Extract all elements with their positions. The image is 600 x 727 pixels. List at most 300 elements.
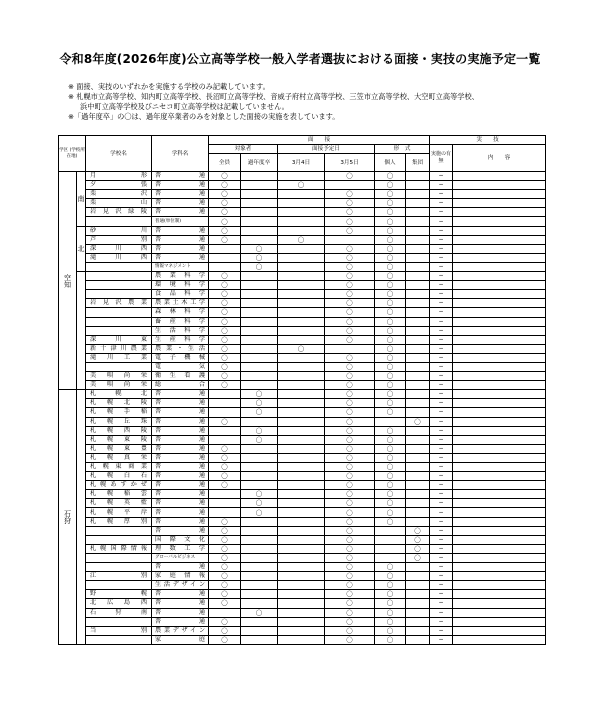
school-name: 札幌あすかぜ — [86, 481, 152, 490]
school-name: 滝川西 — [86, 253, 152, 262]
cell-ind: 〇 — [375, 244, 406, 253]
cell-ind: 〇 — [375, 472, 406, 481]
subregion-cell — [77, 272, 86, 390]
cell-d5: 〇 — [325, 199, 375, 208]
practical-content — [453, 499, 546, 508]
subject-name: 普 通 — [152, 490, 209, 499]
table-row — [59, 208, 546, 217]
cell-all: 〇 — [209, 444, 241, 453]
table-row — [59, 335, 546, 344]
cell-ind: 〇 — [375, 599, 406, 608]
cell-past — [241, 481, 278, 490]
practical-content — [453, 572, 546, 581]
cell-d4 — [278, 290, 325, 299]
cell-d4 — [278, 244, 325, 253]
practical-content — [453, 508, 546, 517]
school-name: 札幌北陵 — [86, 399, 152, 408]
cell-d4 — [278, 262, 325, 271]
cell-grp — [406, 572, 430, 581]
table-row — [59, 417, 546, 426]
cell-ind: 〇 — [375, 335, 406, 344]
subject-name: 普 通 — [152, 590, 209, 599]
note-2: ※ 札幌市立高等学校、知内町立高等学校、長沼町立高等学校、音威子府村立高等学校、三笠市立高等学校、大空町立高等学校、 — [68, 92, 479, 101]
cell-d4 — [278, 208, 325, 217]
cell-d4 — [278, 390, 325, 399]
cell-d5: 〇 — [325, 535, 375, 544]
subject-name: 普 通 — [152, 563, 209, 572]
cell-d5: 〇 — [325, 508, 375, 517]
cell-ind — [375, 544, 406, 553]
cell-past: 〇 — [241, 408, 278, 417]
cell-past: 〇 — [241, 608, 278, 617]
cell-d5: 〇 — [325, 190, 375, 199]
school-name: 北広島西 — [86, 599, 152, 608]
table-row — [59, 463, 546, 472]
cell-d4 — [278, 417, 325, 426]
cell-grp — [406, 299, 430, 308]
practical-impl: − — [430, 190, 453, 199]
practical-content — [453, 417, 546, 426]
cell-ind: 〇 — [375, 435, 406, 444]
subject-name: 畜産科学 — [152, 317, 209, 326]
header-subject: 学科名 — [152, 136, 209, 172]
cell-d5: 〇 — [325, 444, 375, 453]
cell-all: 〇 — [209, 181, 241, 190]
cell-d5: 〇 — [325, 635, 375, 644]
cell-ind: 〇 — [375, 172, 406, 181]
practical-content — [453, 481, 546, 490]
cell-past: 〇 — [241, 262, 278, 271]
cell-all — [209, 399, 241, 408]
practical-impl: − — [430, 626, 453, 635]
practical-content — [453, 244, 546, 253]
table-row — [59, 317, 546, 326]
cell-d5: 〇 — [325, 408, 375, 417]
school-name: 札幌丘珠 — [86, 417, 152, 426]
cell-d5: 〇 — [325, 435, 375, 444]
practical-impl: − — [430, 199, 453, 208]
school-name: 岩見沢農業 — [86, 299, 152, 308]
practical-content — [453, 453, 546, 462]
cell-all: 〇 — [209, 317, 241, 326]
cell-d5: 〇 — [325, 472, 375, 481]
cell-d4 — [278, 444, 325, 453]
cell-d5: 〇 — [325, 253, 375, 262]
cell-grp — [406, 226, 430, 235]
region-label: 石狩 — [63, 510, 72, 525]
school-name — [86, 290, 152, 299]
practical-impl: − — [430, 299, 453, 308]
cell-grp — [406, 635, 430, 644]
practical-content — [453, 317, 546, 326]
subject-name: 普 通 — [152, 526, 209, 535]
cell-ind: 〇 — [375, 399, 406, 408]
table-row — [59, 572, 546, 581]
school-name: 江 別 — [86, 572, 152, 581]
cell-all — [209, 508, 241, 517]
cell-d4 — [278, 326, 325, 335]
cell-past — [241, 335, 278, 344]
practical-impl: − — [430, 453, 453, 462]
cell-d4 — [278, 481, 325, 490]
cell-d5: 〇 — [325, 426, 375, 435]
table-row — [59, 399, 546, 408]
cell-all: 〇 — [209, 472, 241, 481]
practical-content — [453, 526, 546, 535]
table-row — [59, 344, 546, 353]
subject-name: 理数工学 — [152, 544, 209, 553]
header-day5: 3月5日 — [325, 154, 375, 172]
cell-d4 — [278, 217, 325, 226]
cell-ind: 〇 — [375, 608, 406, 617]
cell-d4 — [278, 190, 325, 199]
practical-impl: − — [430, 553, 453, 562]
table-row — [59, 381, 546, 390]
table-row — [59, 581, 546, 590]
cell-d4 — [278, 635, 325, 644]
practical-content — [453, 563, 546, 572]
school-name: 札幌真栄 — [86, 453, 152, 462]
practical-content — [453, 581, 546, 590]
practical-content — [453, 472, 546, 481]
school-name — [86, 535, 152, 544]
practical-impl: − — [430, 290, 453, 299]
practical-content — [453, 181, 546, 190]
cell-d4 — [278, 353, 325, 362]
practical-impl: − — [430, 399, 453, 408]
cell-past: 〇 — [241, 426, 278, 435]
practical-impl: − — [430, 244, 453, 253]
table-row — [59, 308, 546, 317]
cell-grp — [406, 235, 430, 244]
cell-all: 〇 — [209, 226, 241, 235]
cell-past — [241, 517, 278, 526]
table-row — [59, 290, 546, 299]
practical-content — [453, 599, 546, 608]
practical-impl: − — [430, 181, 453, 190]
school-name — [86, 281, 152, 290]
practical-impl: − — [430, 226, 453, 235]
cell-past — [241, 553, 278, 562]
cell-d4 — [278, 626, 325, 635]
school-name — [86, 635, 152, 644]
cell-grp: 〇 — [406, 526, 430, 535]
subject-name: 電 気 — [152, 362, 209, 371]
cell-grp — [406, 290, 430, 299]
cell-d5: 〇 — [325, 526, 375, 535]
practical-impl: − — [430, 217, 453, 226]
school-name: 札幌西陵 — [86, 426, 152, 435]
subject-name: 普 通 — [152, 463, 209, 472]
header-practical: 実 技 — [430, 136, 546, 145]
cell-all: 〇 — [209, 417, 241, 426]
practical-impl: − — [430, 253, 453, 262]
cell-ind: 〇 — [375, 290, 406, 299]
cell-all — [209, 608, 241, 617]
cell-grp — [406, 563, 430, 572]
practical-content — [453, 381, 546, 390]
cell-all: 〇 — [209, 626, 241, 635]
subject-name: 情報マネジメント — [152, 262, 209, 271]
school-name — [86, 217, 152, 226]
table-row — [59, 508, 546, 517]
table-row — [59, 499, 546, 508]
table-row — [59, 563, 546, 572]
subject-name: 普 通 — [152, 608, 209, 617]
cell-past — [241, 544, 278, 553]
school-name — [86, 581, 152, 590]
cell-ind: 〇 — [375, 217, 406, 226]
cell-all: 〇 — [209, 335, 241, 344]
cell-d5: 〇 — [325, 326, 375, 335]
cell-ind: 〇 — [375, 481, 406, 490]
practical-content — [453, 617, 546, 626]
page-title: 令和8年度(2026年度)公立高等学校一般入学者選抜における面接・実技の実施予定一覧 — [59, 52, 541, 66]
subject-name: 普 通 — [152, 499, 209, 508]
cell-d5: 〇 — [325, 590, 375, 599]
practical-content — [453, 217, 546, 226]
cell-grp — [406, 362, 430, 371]
practical-impl: − — [430, 463, 453, 472]
cell-ind: 〇 — [375, 581, 406, 590]
subject-name: 生活デザイン — [152, 581, 209, 590]
cell-past — [241, 463, 278, 472]
practical-impl: − — [430, 517, 453, 526]
cell-past — [241, 308, 278, 317]
practical-impl: − — [430, 353, 453, 362]
cell-ind: 〇 — [375, 372, 406, 381]
practical-impl: − — [430, 599, 453, 608]
cell-d4: 〇 — [278, 344, 325, 353]
practical-content — [453, 226, 546, 235]
header-group: 集団 — [406, 154, 430, 172]
cell-grp — [406, 326, 430, 335]
cell-ind: 〇 — [375, 262, 406, 271]
cell-ind: 〇 — [375, 426, 406, 435]
school-name: 野 幌 — [86, 590, 152, 599]
table-row — [59, 626, 546, 635]
cell-d4 — [278, 381, 325, 390]
cell-past — [241, 290, 278, 299]
school-name: 滝川工業 — [86, 353, 152, 362]
practical-content — [453, 290, 546, 299]
cell-d4 — [278, 362, 325, 371]
table-row — [59, 635, 546, 644]
header-schedule: 面接予定日 — [278, 145, 375, 154]
practical-content — [453, 172, 546, 181]
cell-d5: 〇 — [325, 244, 375, 253]
cell-grp — [406, 408, 430, 417]
practical-impl: − — [430, 444, 453, 453]
cell-all: 〇 — [209, 308, 241, 317]
cell-grp: 〇 — [406, 417, 430, 426]
cell-d5: 〇 — [325, 299, 375, 308]
school-name — [86, 308, 152, 317]
cell-d4 — [278, 199, 325, 208]
cell-all: 〇 — [209, 463, 241, 472]
table-row — [59, 190, 546, 199]
cell-d4 — [278, 226, 325, 235]
cell-ind: 〇 — [375, 499, 406, 508]
school-name — [86, 262, 152, 271]
cell-d5: 〇 — [325, 362, 375, 371]
cell-past: 〇 — [241, 253, 278, 262]
cell-ind: 〇 — [375, 226, 406, 235]
school-name: 石狩南 — [86, 608, 152, 617]
cell-d4 — [278, 499, 325, 508]
practical-content — [453, 281, 546, 290]
practical-content — [453, 435, 546, 444]
cell-d4 — [278, 426, 325, 435]
practical-content — [453, 335, 546, 344]
practical-content — [453, 353, 546, 362]
subject-name: 農業デザイン — [152, 626, 209, 635]
cell-all: 〇 — [209, 381, 241, 390]
cell-all: 〇 — [209, 526, 241, 535]
cell-d5 — [325, 344, 375, 353]
note-1: ※ 面接、実技のいずれかを実施する学校のみ記載しています。 — [68, 82, 270, 91]
cell-past — [241, 226, 278, 235]
cell-d4 — [278, 299, 325, 308]
cell-ind — [375, 535, 406, 544]
cell-d4 — [278, 172, 325, 181]
table-row — [59, 535, 546, 544]
cell-ind: 〇 — [375, 253, 406, 262]
school-name: 札幌東商業 — [86, 463, 152, 472]
cell-d4 — [278, 581, 325, 590]
cell-ind: 〇 — [375, 517, 406, 526]
practical-content — [453, 490, 546, 499]
cell-ind: 〇 — [375, 326, 406, 335]
cell-ind: 〇 — [375, 390, 406, 399]
cell-d4 — [278, 335, 325, 344]
cell-all: 〇 — [209, 617, 241, 626]
cell-grp — [406, 335, 430, 344]
cell-past — [241, 599, 278, 608]
cell-grp — [406, 217, 430, 226]
subject-name: 普 通 — [152, 172, 209, 181]
table-row — [59, 390, 546, 399]
practical-impl: − — [430, 544, 453, 553]
school-name: 栗 沢 — [86, 190, 152, 199]
practical-impl: − — [430, 526, 453, 535]
school-name — [86, 617, 152, 626]
practical-impl: − — [430, 417, 453, 426]
subject-name: 家庭情報 — [152, 572, 209, 581]
cell-grp — [406, 426, 430, 435]
practical-impl: − — [430, 235, 453, 244]
cell-all: 〇 — [209, 272, 241, 281]
cell-ind: 〇 — [375, 626, 406, 635]
school-name: 砂 川 — [86, 226, 152, 235]
cell-grp — [406, 517, 430, 526]
cell-d5: 〇 — [325, 626, 375, 635]
practical-impl: − — [430, 499, 453, 508]
cell-d4 — [278, 308, 325, 317]
cell-d4 — [278, 408, 325, 417]
cell-d5: 〇 — [325, 226, 375, 235]
cell-d4 — [278, 463, 325, 472]
school-name: 芦 別 — [86, 235, 152, 244]
cell-past — [241, 535, 278, 544]
table-row — [59, 435, 546, 444]
practical-impl: − — [430, 317, 453, 326]
table-row — [59, 226, 546, 235]
table-row — [59, 326, 546, 335]
subject-name: 普 通 — [152, 481, 209, 490]
subject-name: 農業科学 — [152, 272, 209, 281]
table-row — [59, 481, 546, 490]
cell-all: 〇 — [209, 553, 241, 562]
cell-d4 — [278, 281, 325, 290]
cell-d5: 〇 — [325, 581, 375, 590]
practical-impl: − — [430, 272, 453, 281]
cell-grp: 〇 — [406, 544, 430, 553]
table-row — [59, 526, 546, 535]
cell-grp — [406, 463, 430, 472]
header-all: 全員 — [209, 154, 241, 172]
practical-content — [453, 190, 546, 199]
cell-grp — [406, 490, 430, 499]
practical-content — [453, 408, 546, 417]
cell-d4 — [278, 472, 325, 481]
cell-ind: 〇 — [375, 463, 406, 472]
cell-all — [209, 262, 241, 271]
cell-d4 — [278, 317, 325, 326]
subject-name: 普 通 — [152, 390, 209, 399]
school-name — [86, 326, 152, 335]
cell-d5: 〇 — [325, 281, 375, 290]
practical-impl: − — [430, 390, 453, 399]
note-2-cont: 浜中町立高等学校及びニセコ町立高等学校は記載していません。 — [80, 102, 289, 111]
practical-content — [453, 344, 546, 353]
cell-all — [209, 490, 241, 499]
cell-d5: 〇 — [325, 481, 375, 490]
cell-ind: 〇 — [375, 635, 406, 644]
cell-ind: 〇 — [375, 281, 406, 290]
practical-impl: − — [430, 372, 453, 381]
cell-ind: 〇 — [375, 572, 406, 581]
cell-grp — [406, 262, 430, 271]
subject-name: 森林科学 — [152, 308, 209, 317]
subject-name: 普 通 — [152, 508, 209, 517]
cell-d5 — [325, 181, 375, 190]
cell-ind: 〇 — [375, 381, 406, 390]
practical-impl: − — [430, 381, 453, 390]
cell-all: 〇 — [209, 590, 241, 599]
table-row — [59, 553, 546, 562]
cell-d5: 〇 — [325, 353, 375, 362]
subject-name: 普 通 — [152, 472, 209, 481]
cell-ind: 〇 — [375, 317, 406, 326]
cell-d5: 〇 — [325, 599, 375, 608]
cell-all: 〇 — [209, 290, 241, 299]
subject-name: 普 通 — [152, 435, 209, 444]
school-name: 深川西 — [86, 244, 152, 253]
practical-impl: − — [430, 426, 453, 435]
practical-content — [453, 399, 546, 408]
school-name — [86, 272, 152, 281]
cell-ind: 〇 — [375, 453, 406, 462]
cell-past — [241, 381, 278, 390]
subject-name: 国際文化 — [152, 535, 209, 544]
header-content: 内 容 — [453, 145, 546, 172]
practical-content — [453, 208, 546, 217]
cell-grp — [406, 199, 430, 208]
practical-content — [453, 463, 546, 472]
practical-impl: − — [430, 472, 453, 481]
cell-d4 — [278, 453, 325, 462]
